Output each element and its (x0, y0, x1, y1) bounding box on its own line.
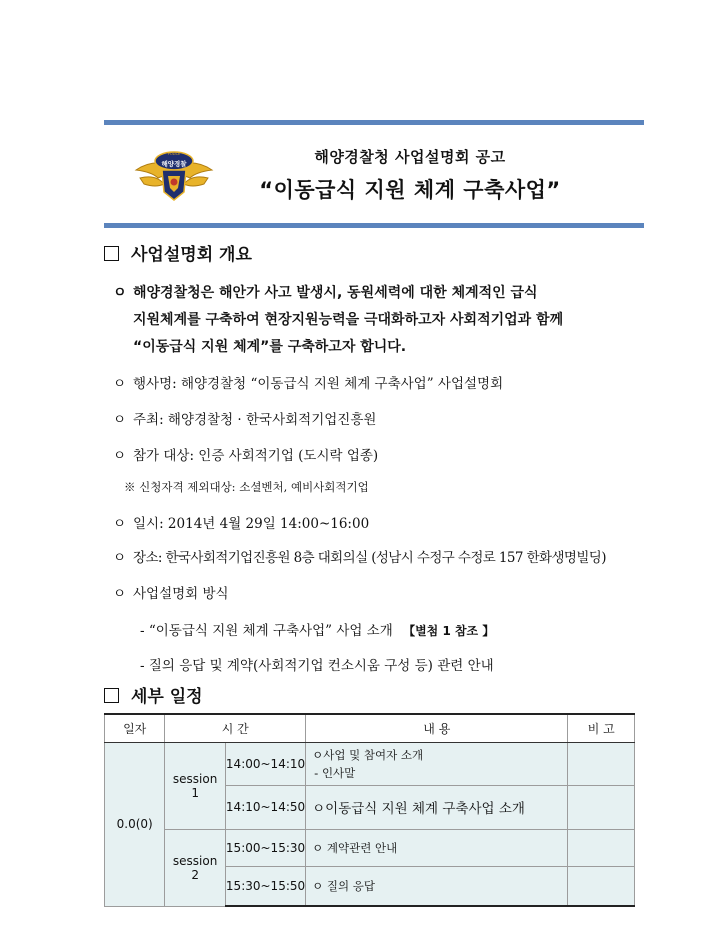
header-title: “이동급식 지원 체계 구축사업” (259, 178, 561, 202)
content-line: - 인사말 (314, 765, 356, 780)
method-subitem (140, 619, 494, 639)
method-subitem-text: - 질의 응답 및 계약(사회적기업 컨소시움 구성 등) 관련 안내 (140, 658, 494, 674)
police-emblem-logo (134, 148, 214, 204)
section-title-overview (104, 240, 252, 265)
table-row (105, 742, 635, 785)
method-text: 사업설명회 방식 (133, 586, 229, 602)
section-title-schedule (104, 682, 203, 707)
note-cell (568, 742, 635, 785)
time-cell: 15:30~15:50 (225, 866, 305, 906)
bottom-rule (104, 223, 644, 228)
location-item (113, 546, 633, 566)
time-cell: 14:10~14:50 (225, 785, 305, 829)
session-number: 2 (191, 867, 199, 882)
header-time: 시 간 (165, 714, 306, 742)
session-label: session (172, 853, 218, 868)
participants-text: 참가 대상: 인증 사회적기업 (도시락 업종) (133, 448, 379, 464)
note-cell (568, 866, 635, 906)
header-date: 일자 (105, 714, 165, 742)
note-cell (568, 829, 635, 866)
date-cell: 0.0(0) (105, 742, 165, 906)
circle-bullet-icon: ㅇ (113, 586, 127, 602)
checkbox-square-icon (104, 246, 119, 261)
event-name-item (113, 372, 633, 392)
eligibility-note: ※ 신청자격 제외대상: 소셜벤처, 예비사회적기업 (124, 480, 369, 494)
schedule-table (104, 713, 635, 907)
host-item (113, 408, 633, 428)
circle-bullet-icon: ㅇ (113, 516, 127, 532)
section-title-text: 사업설명회 개요 (131, 245, 252, 265)
circle-bullet-icon: ㅇ (113, 412, 127, 428)
content-cell: ㅇ이동급식 지원 체계 구축사업 소개 (306, 785, 568, 829)
circle-bullet-icon: ㅇ (113, 448, 127, 464)
host-text: 주최: 해양경찰청 · 한국사회적기업진흥원 (133, 412, 377, 428)
content-cell (306, 742, 568, 785)
attachment-reference: 【별첨 1 참조 】 (403, 624, 495, 638)
top-rule (104, 120, 644, 125)
location-text: 장소: 한국사회적기업진흥원 8층 대회의실 (성남시 수정구 수정로 157 한화생명빌딩) (133, 550, 606, 566)
method-subitem (140, 654, 494, 674)
content-cell: ㅇ 계약관련 안내 (306, 829, 568, 866)
header-content: 내 용 (306, 714, 568, 742)
intro-paragraph (113, 280, 633, 361)
content-cell: ㅇ 질의 응답 (306, 866, 568, 906)
method-item (113, 582, 633, 602)
datetime-item (113, 512, 633, 532)
session-2-cell (165, 829, 226, 906)
session-1-cell (165, 742, 226, 829)
emblem-small-text: POLICE (167, 152, 181, 156)
intro-line: “이동급식 지원 체계”를 구축하고자 합니다. (133, 339, 407, 355)
table-header-row (105, 714, 635, 742)
content-line: ㅇ사업 및 참여자 소개 (312, 747, 424, 762)
section-title-text: 세부 일정 (131, 687, 203, 707)
emblem-text: 해양경찰 (161, 160, 187, 168)
datetime-text: 일시: 2014년 4월 29일 14:00~16:00 (133, 516, 370, 532)
intro-line: 해양경찰청은 해안가 사고 발생시, 동원세력에 대한 체계적인 급식 (133, 285, 538, 301)
table-row (105, 829, 635, 866)
session-number: 1 (191, 785, 199, 800)
circle-bullet-icon: ㅇ (113, 285, 127, 301)
circle-bullet-icon: ㅇ (113, 376, 127, 392)
header-subtitle: 해양경찰청 사업설명회 공고 (314, 148, 506, 166)
method-subitem-text: - “이동급식 지원 체계 구축사업” 사업 소개 (140, 623, 393, 639)
intro-line: 지원체계를 구축하여 현장지원능력을 극대화하고자 사회적기업과 함께 (133, 312, 564, 328)
participants-item (113, 444, 633, 464)
event-name-text: 행사명: 해양경찰청 “이동급식 지원 체계 구축사업” 사업설명회 (133, 376, 504, 392)
time-cell: 14:00~14:10 (225, 742, 305, 785)
circle-bullet-icon: ㅇ (113, 550, 127, 566)
header-note: 비 고 (568, 714, 635, 742)
note-cell (568, 785, 635, 829)
time-cell: 15:00~15:30 (225, 829, 305, 866)
session-label: session (172, 771, 218, 786)
checkbox-square-icon (104, 688, 119, 703)
